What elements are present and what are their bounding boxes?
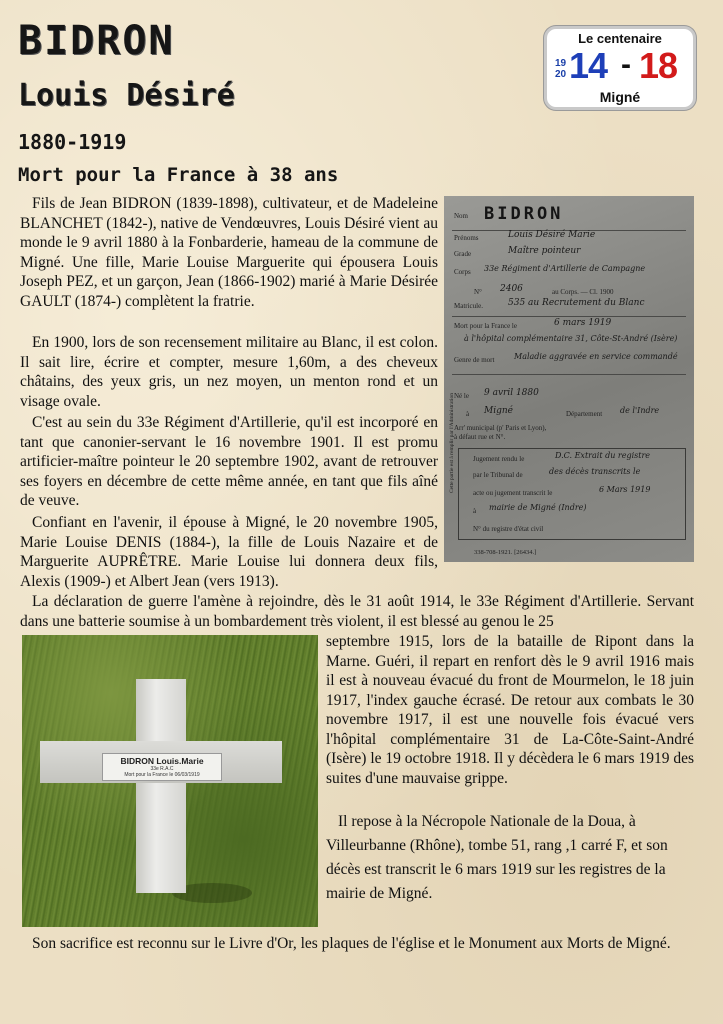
- plaque-unit: 33e R.A.C: [150, 766, 174, 772]
- card-value-mairie: mairie de Migné (Indre): [489, 503, 587, 512]
- death-register-card: [444, 196, 694, 562]
- card-value-departement: de l'Indre: [620, 406, 660, 415]
- paragraph-family: Fils de Jean BIDRON (1839-1898), cultivateur, et de Madeleine BLANCHET (1842-), native de Vendœuvres, Louis Désiré vient au monde le 9 avril 1880 à la Fonbarderie, hameau de la commune de Migné. Une fille, Marie Louise Marguerite qui épousera Louis Joseph PEZ, et un garçon, Jean (1866-1902) marié à Marie Désirée GAULT (1874-) complètent la fratrie.: [20, 195, 438, 310]
- logo-century-prefix: [555, 58, 566, 80]
- card-surname: BIDRON: [484, 204, 564, 224]
- card-label-prenoms: Prénoms: [454, 234, 479, 242]
- card-value-lieu: Migné: [484, 406, 513, 416]
- paragraph-war-start: La déclaration de guerre l'amène à rejoindre, dès le 31 août 1914, le 33e Régiment d'Artillerie. Servant dans une batterie soumise à un bombardement très violent, il est blessé au genou le 25: [20, 593, 694, 630]
- card-label-side: Cette partie est à remplir par l'Administration: [449, 393, 455, 493]
- card-label-acte: acte ou jugement transcrit le: [473, 489, 553, 497]
- death-note: Mort pour la France à 38 ans: [18, 164, 339, 186]
- plaque-date: Mort pour la France le 06/03/1919: [124, 772, 200, 778]
- card-label-a: à: [466, 410, 470, 418]
- card-value-matricule: 535 au Recrutement du Blanc: [508, 298, 645, 308]
- card-value-tribunal: des décès transcrits le: [549, 467, 641, 476]
- logo-year-end: 18: [639, 45, 678, 86]
- card-value-grade: Maître pointeur: [508, 246, 581, 256]
- card-label-arr: Arr' municipal (p' Paris et Lyon),: [454, 424, 547, 432]
- card-footer: 338-708-1921. [26434.]: [474, 549, 537, 556]
- card-value-corps: 33e Régiment d'Artillerie de Campagne: [484, 264, 646, 273]
- paragraph-census: En 1900, lors de son recensement militaire au Blanc, il est colon. Il sait lire, écrire et compter, mesure 1,60m, a des cheveux châtains, des yeux gris, un nez moyen, un menton rond et un visage ovale.: [20, 334, 438, 410]
- card-label-corps: Corps: [454, 268, 471, 276]
- logo-top-text: Le centenaire: [578, 31, 662, 46]
- card-rule: [452, 374, 686, 375]
- logo-separator: -: [621, 48, 631, 81]
- card-label-nom: Nom: [454, 212, 468, 220]
- card-value-mort: 6 mars 1919: [554, 318, 612, 328]
- card-label-a2: à: [473, 507, 477, 515]
- card-rule: [452, 316, 686, 317]
- card-label-mort: Mort pour la France le: [454, 322, 517, 330]
- card-label-tribunal: par le Tribunal de: [473, 471, 523, 479]
- paragraph-war-continued: septembre 1915, lors de la bataille de Ripont dans la Marne. Guéri, il repart en renfort dès le 9 avril 1916 mais il est à nouveau évacué du front de Mourmelon, le 18 juin 1917, l'index gauche écrasé. De retour aux combats le 30 novembre 1917, il est une nouvelle fois évacué vers l'hôpital complémentaire 31 de La-Côte-Saint-André (Isère) le 19 octobre 1918. Il y décèdera le 6 mars 1919 des suites d'une mauvaise grippe.: [326, 633, 694, 787]
- card-label-ne: Né le: [454, 392, 469, 400]
- life-years: 1880-1919: [18, 130, 127, 154]
- surname-heading: BIDRON: [18, 18, 175, 64]
- paragraph-service: C'est au sein du 33e Régiment d'Artillerie, qu'il est incorporé en tant que canonier-servant le 16 novembre 1901. Il est promu artificier-maître pointeur le 20 septembre 1902, avant de retrouver ses foyers en décembre de cette même année, en tant que fils aîné de veuve.: [20, 414, 438, 509]
- card-label-departement: Département: [566, 410, 603, 418]
- logo-place: Migné: [599, 89, 641, 105]
- card-value-ne: 9 avril 1880: [484, 388, 539, 398]
- card-label-numero: N°: [474, 288, 482, 296]
- grave-photo: [22, 635, 318, 927]
- logo-prefix-top: 19: [555, 58, 567, 69]
- cross-upright: [136, 679, 186, 893]
- card-value-genre: Maladie aggravée en service commandé: [514, 352, 678, 361]
- given-names-heading: Louis Désiré: [18, 78, 235, 113]
- logo-prefix-bottom: 20: [555, 69, 567, 80]
- card-value-prenoms: Louis Désiré Marie: [508, 230, 596, 240]
- card-value-numero: 2406: [500, 284, 523, 294]
- card-label-matricule: Matricule.: [454, 302, 483, 310]
- paragraph-burial: Il repose à la Nécropole Nationale de la Doua, à Villeurbanne (Rhône), tombe 51, rang ,1 carré F, et son décès est transcrit le 6 mars 1919 sur les registres de la mairie de Migné.: [326, 813, 668, 902]
- card-label-registre: N° du registre d'état civil: [473, 525, 544, 533]
- card-value-jugement: D.C. Extrait du registre: [555, 451, 651, 460]
- card-value-classe: au Corps. — Cl. 1900: [552, 288, 614, 296]
- plaque-name: BIDRON Louis.Marie: [120, 756, 204, 766]
- card-label-grade: Grade: [454, 250, 472, 258]
- card-label-jugement: Jugement rendu le: [473, 455, 525, 463]
- paragraph-tribute: Son sacrifice est reconnu sur le Livre d'Or, les plaques de l'église et le Monument aux Morts de Migné.: [32, 935, 671, 952]
- card-value-acte: 6 Mars 1919: [599, 485, 651, 494]
- card-label-genre: Genre de mort: [454, 356, 495, 364]
- logo-year-start: 14: [569, 45, 608, 86]
- grave-plaque: [102, 753, 222, 781]
- card-label-arr2: à défaut rue et N°.: [454, 433, 506, 441]
- card-value-hopital: à l'hôpital complémentaire 31, Côte-St-André (Isère): [464, 334, 678, 343]
- centenary-logo: [544, 26, 696, 110]
- paragraph-marriage: Confiant en l'avenir, il épouse à Migné, le 20 novembre 1905, Marie Louise DENIS (1884-), la fille de Louis Nazaire et de Marguerite AUPRÊTRE. Marie Louise lui donnera deux fils, Alexis (1909-) et Albert Jean (vers 1913).: [20, 514, 438, 590]
